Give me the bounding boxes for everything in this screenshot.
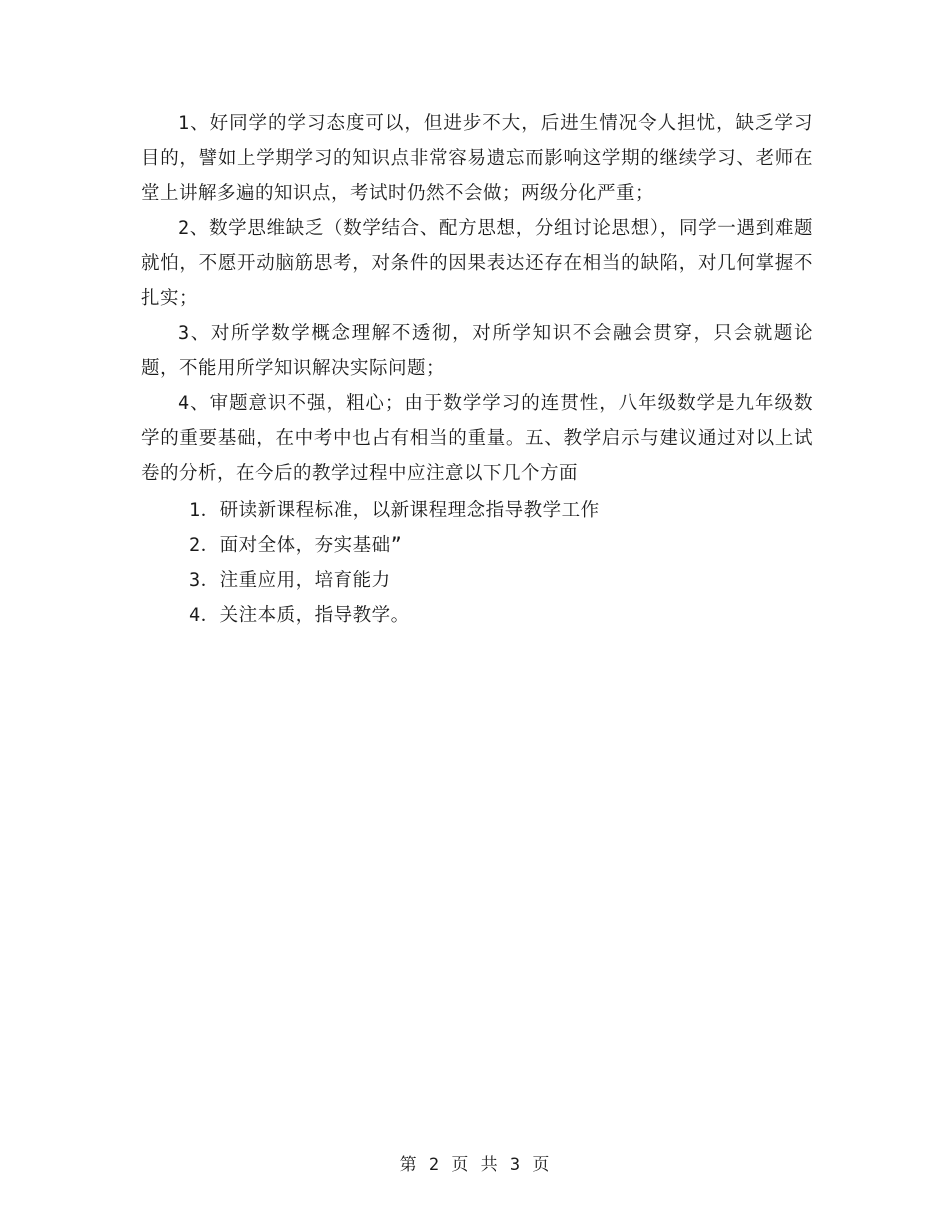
- list-item: 1．研读新课程标准，以新课程理念指导教学工作: [189, 500, 600, 521]
- paragraph-3: 3、对所学数学概念理解不透彻，对所学知识不会融会贯穿，只会就题论题，不能用所学知识解决实际问题；: [141, 323, 813, 379]
- paragraph-2: 2、数学思维缺乏（数学结合、配方思想，分组讨论思想），同学一遇到难题就怕，不愿开动脑筋思考，对条件的因果表达还存在相当的缺陷，对几何掌握不扎实；: [141, 218, 813, 309]
- list-item: 2．面对全体，夯实基础”: [189, 535, 403, 556]
- recommendation-list: [141, 493, 813, 633]
- paragraph-1: 1、好同学的学习态度可以，但进步不大，后进生情况令人担忧，缺乏学习目的，譬如上学期学习的知识点非常容易遗忘而影响这学期的继续学习、老师在堂上讲解多遍的知识点，考试时仍然不会做；两级分化严重；: [141, 113, 813, 204]
- list-item: 4．关注本质，指导教学。: [189, 605, 410, 626]
- document-body: [141, 106, 813, 633]
- page-number-footer: 第 2 页 共 3 页: [399, 1155, 551, 1175]
- paragraph-4: 4、审题意识不强，粗心；由于数学学习的连贯性，八年级数学是九年级数学的重要基础，在中考中也占有相当的重量。五、教学启示与建议通过对以上试卷的分析，在今后的教学过程中应注意以下几个方面: [141, 393, 813, 484]
- list-item: 3．注重应用，培育能力: [189, 570, 391, 591]
